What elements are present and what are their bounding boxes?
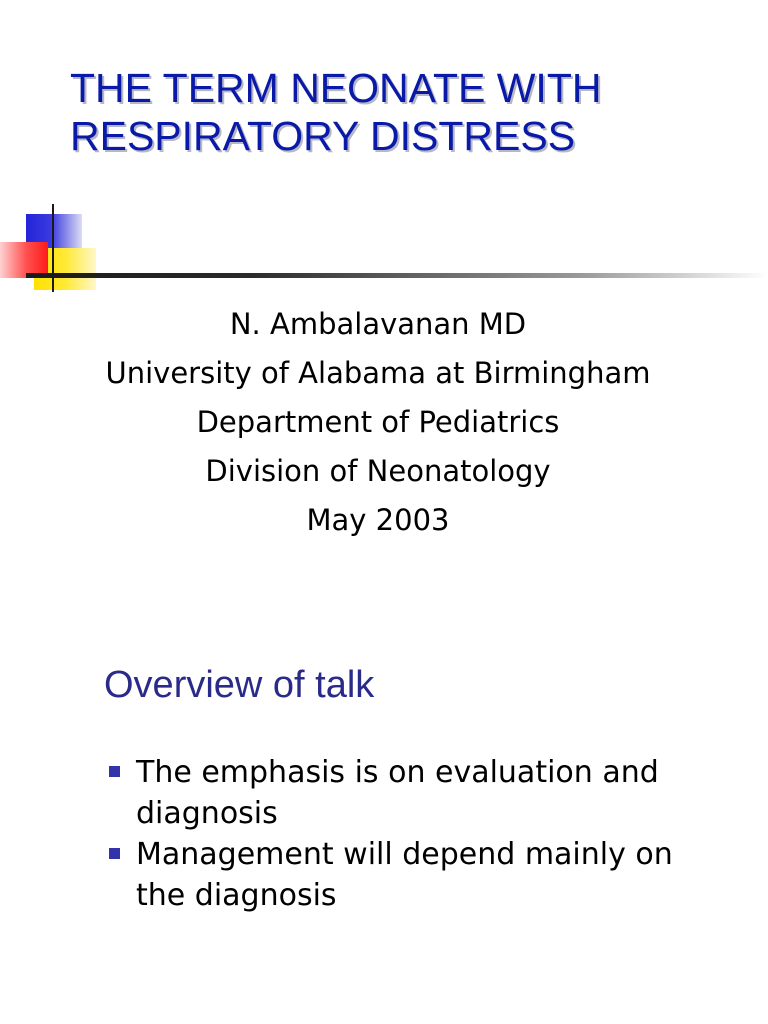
horizontal-rule bbox=[26, 273, 768, 278]
slide-title: THE TERM NEONATE WITH RESPIRATORY DISTRESS bbox=[70, 65, 602, 159]
list-item bbox=[104, 834, 704, 916]
institution-name: University of Alabama at Birmingham bbox=[105, 356, 651, 390]
square-bullet-icon bbox=[109, 766, 120, 777]
crosshair-squares-icon bbox=[0, 200, 768, 295]
overview-bullet-list bbox=[104, 752, 704, 916]
bullet-text: Management will depend mainly on the diagnosis bbox=[136, 837, 673, 913]
list-item bbox=[104, 752, 704, 834]
square-bullet-icon bbox=[109, 848, 120, 859]
presentation-date: May 2003 bbox=[306, 503, 450, 537]
department-name: Department of Pediatrics bbox=[196, 405, 560, 439]
vertical-rule bbox=[52, 204, 54, 292]
bullet-text: The emphasis is on evaluation and diagnosis bbox=[136, 755, 659, 831]
author-block bbox=[100, 304, 656, 549]
overview-heading: Overview of talk bbox=[104, 664, 375, 706]
author-name: N. Ambalavanan MD bbox=[229, 307, 527, 341]
division-name: Division of Neonatology bbox=[205, 454, 551, 488]
